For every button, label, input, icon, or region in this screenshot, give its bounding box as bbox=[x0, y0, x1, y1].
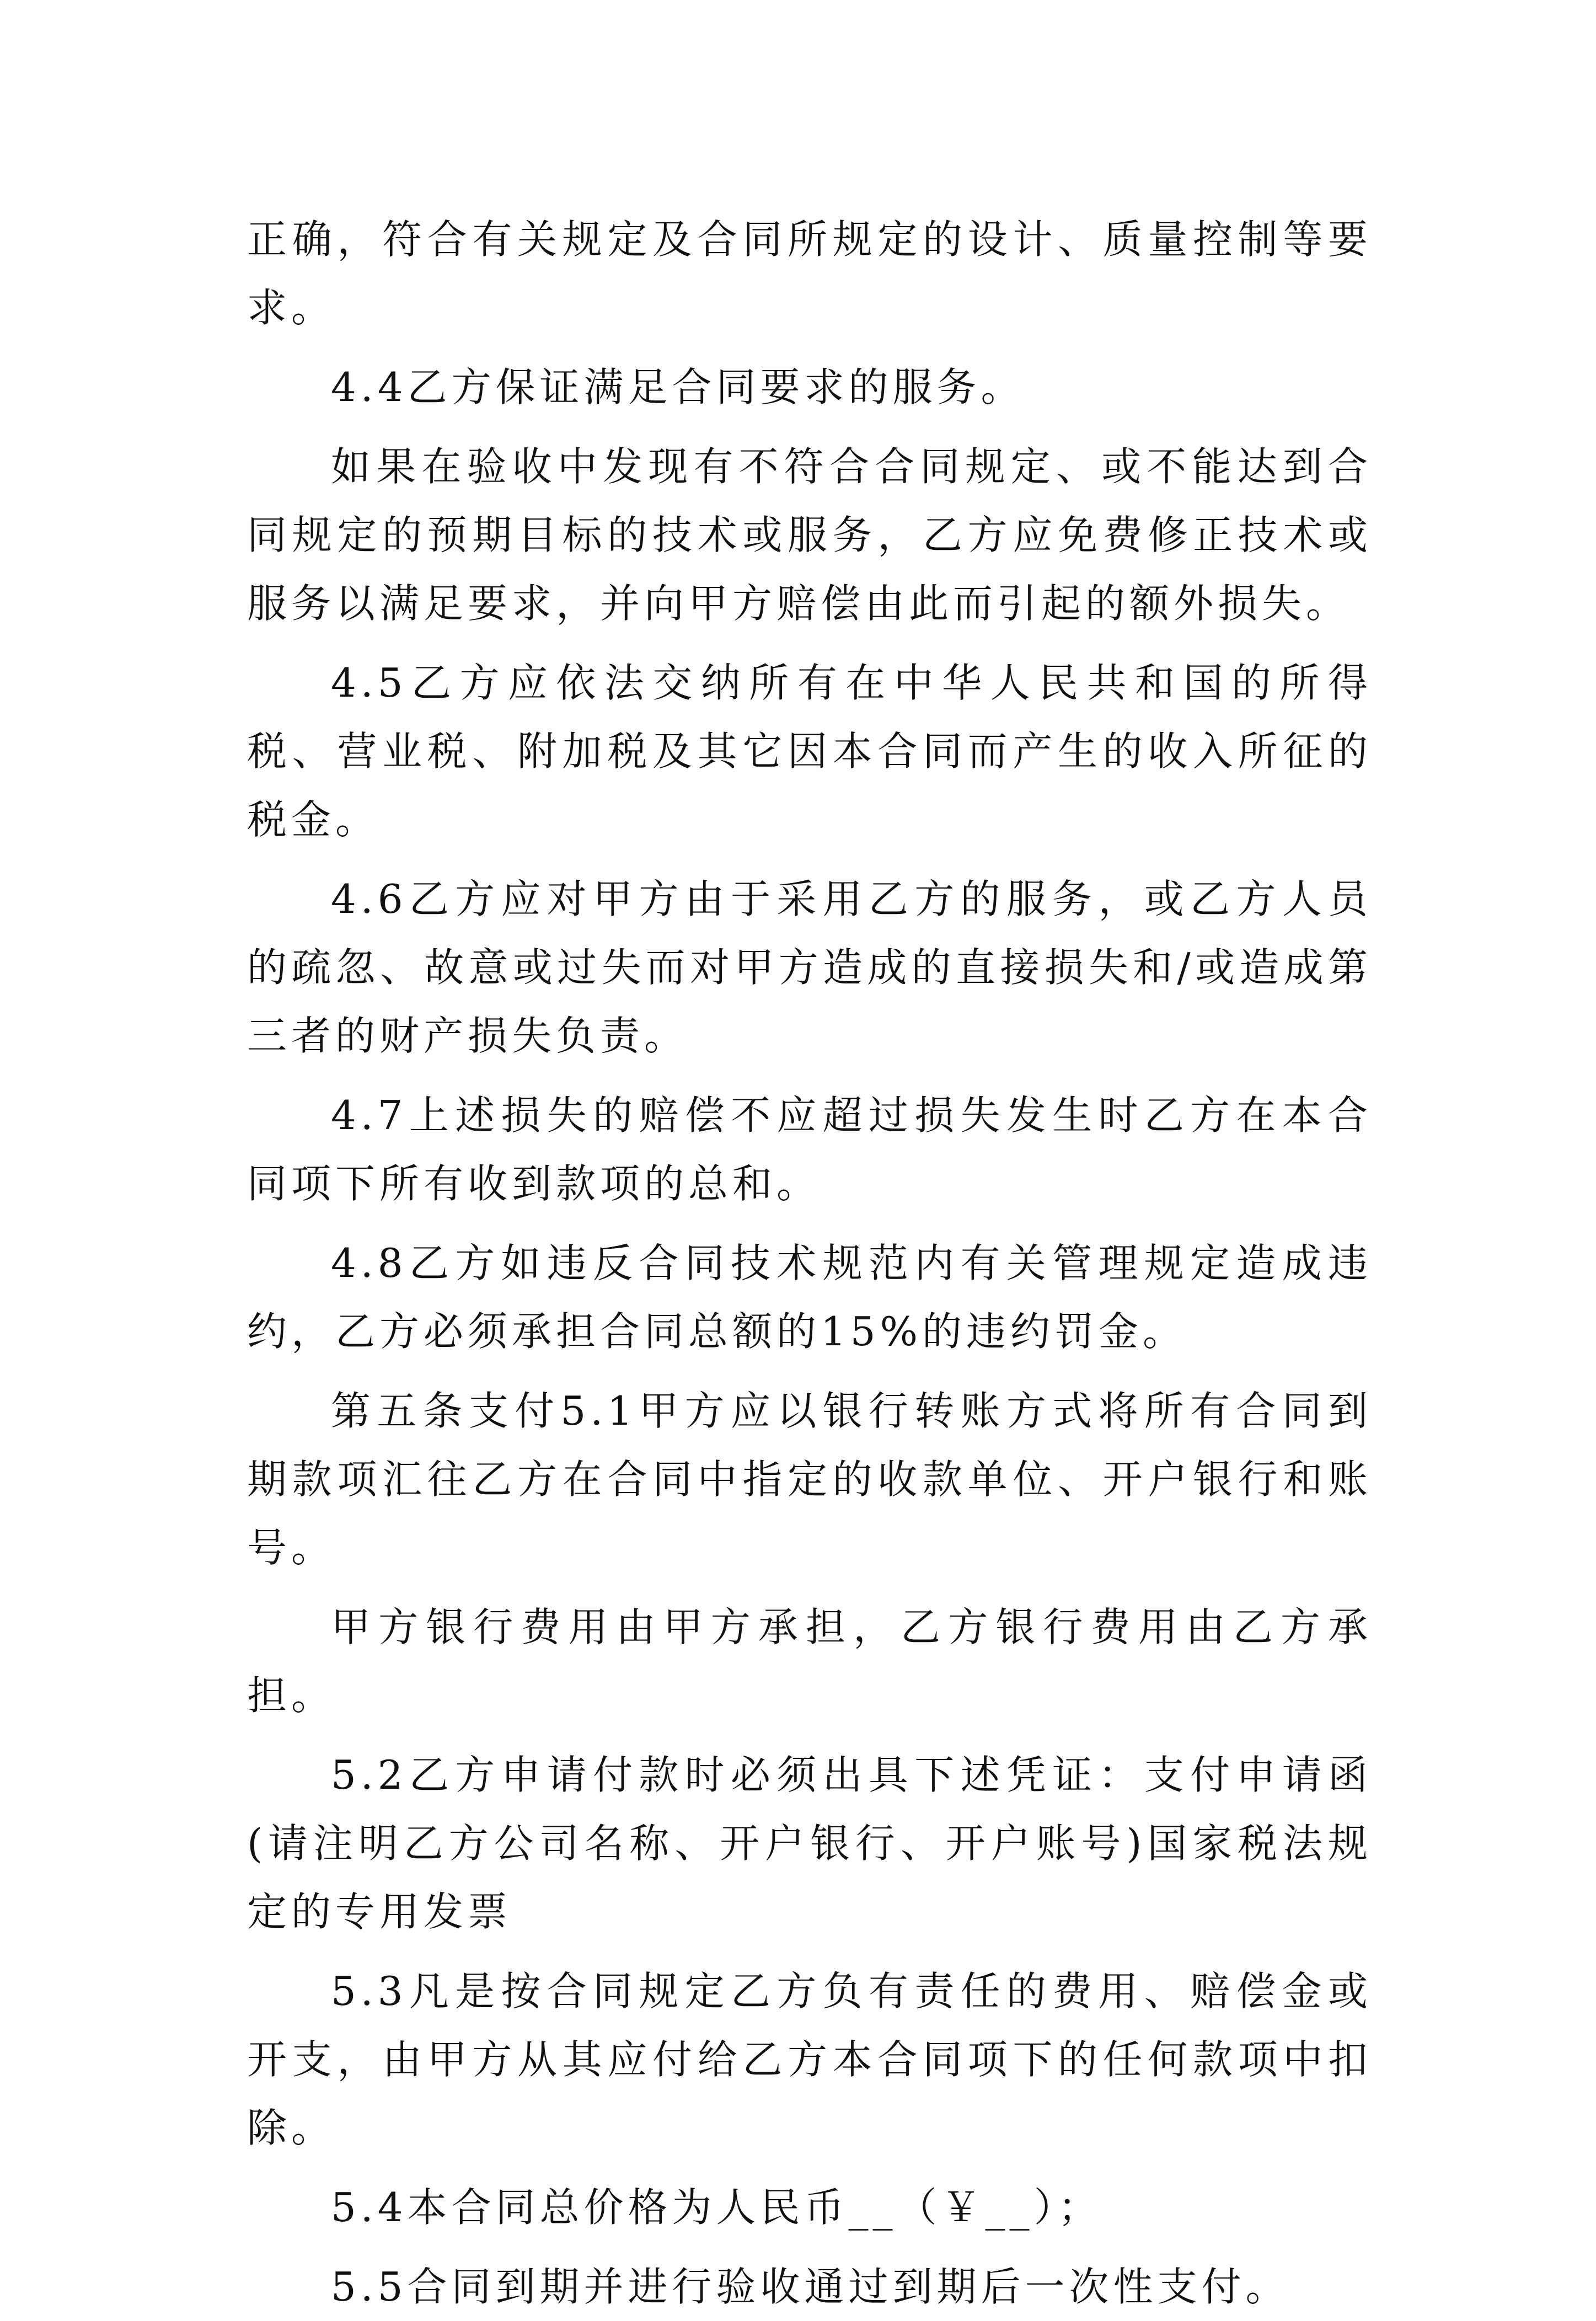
clause-5-3: 5.3凡是按合同规定乙方负有责任的费用、赔偿金或开支，由甲方从其应付给乙方本合同项下的任何款项中扣除。 bbox=[247, 1968, 1372, 2151]
clause-4-5: 4.5乙方应依法交纳所有在中华人民共和国的所得税、营业税、附加税及其它因本合同而产生的收入所征的税金。 bbox=[247, 660, 1372, 843]
clause-5-4: 5.4本合同总价格为人民币__（￥__）； bbox=[331, 2184, 1102, 2231]
clause-4-4: 4.4乙方保证满足合同要求的服务。 bbox=[331, 364, 1025, 410]
clause-4-6: 4.6乙方应对甲方由于采用乙方的服务，或乙方人员的疏忽、故意或过失而对甲方造成的直接损失和/或造成第三者的财产损失负责。 bbox=[247, 876, 1372, 1059]
clause-5-1: 第五条支付5.1甲方应以银行转账方式将所有合同到期款项汇往乙方在合同中指定的收款单位、开户银行和账号。 bbox=[247, 1388, 1372, 1571]
clause-4-7: 4.7上述损失的赔偿不应超过损失发生时乙方在本合同项下所有收到款项的总和。 bbox=[247, 1092, 1372, 1207]
document-body bbox=[247, 205, 1372, 2321]
clause-5-2: 5.2乙方申请付款时必须出具下述凭证：支付申请函(请注明乙方公司名称、开户银行、开户账号)国家税法规定的专用发票 bbox=[247, 1752, 1372, 1935]
clause-5-1-fees: 甲方银行费用由甲方承担，乙方银行费用由乙方承担。 bbox=[247, 1604, 1372, 1719]
clause-4-8: 4.8乙方如违反合同技术规范内有关管理规定造成违约，乙方必须承担合同总额的15%的违约罚金。 bbox=[247, 1240, 1372, 1355]
clause-5-5: 5.5合同到期并进行验收通过到期后一次性支付。 bbox=[331, 2264, 1290, 2310]
paragraph-continuation: 正确，符合有关规定及合同所规定的设计、质量控制等要求。 bbox=[247, 216, 1372, 331]
clause-4-4-detail: 如果在验收中发现有不符合合同规定、或不能达到合同规定的预期目标的技术或服务，乙方应免费修正技术或服务以满足要求，并向甲方赔偿由此而引起的额外损失。 bbox=[247, 443, 1372, 627]
